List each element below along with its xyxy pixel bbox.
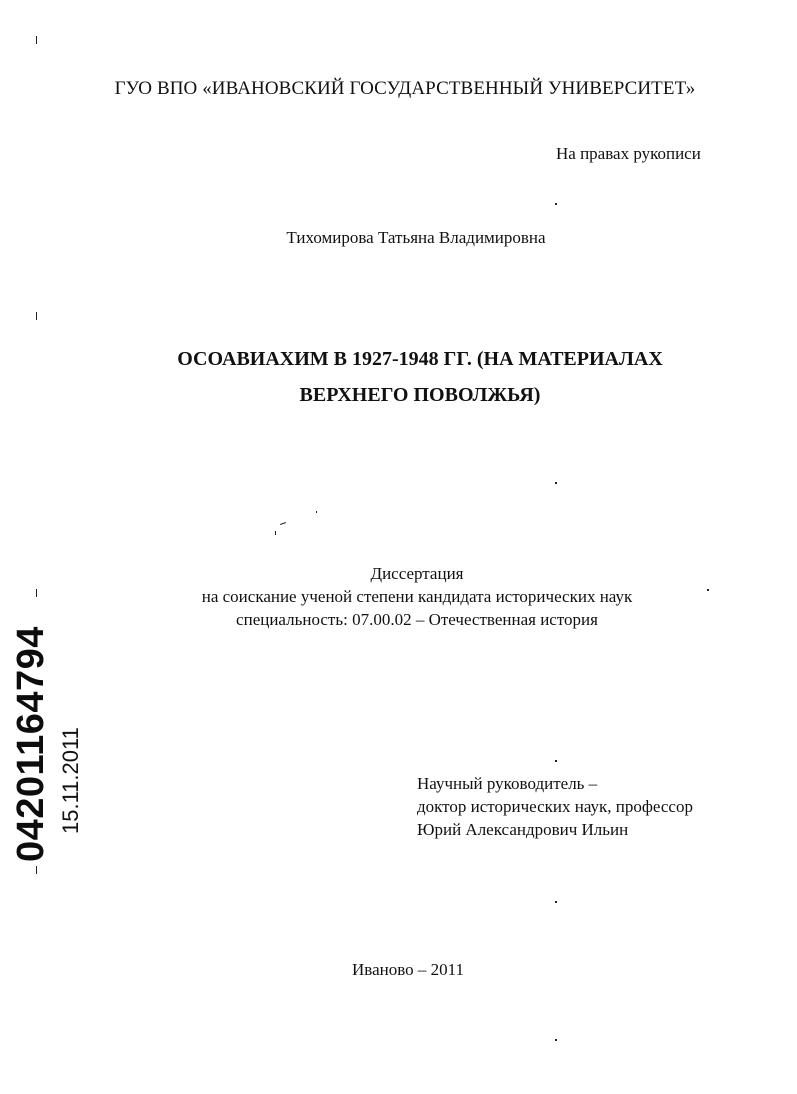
- scan-mark: [36, 36, 37, 44]
- archive-stamp-number: 04201164794: [10, 626, 52, 862]
- scan-speck: [555, 203, 557, 205]
- thesis-degree: на соискание ученой степени кандидата исторических наук: [201, 587, 633, 606]
- supervisor-name: Юрий Александрович Ильин: [417, 820, 629, 839]
- scan-speck: [316, 511, 317, 513]
- manuscript-rights-note: На правах рукописи: [556, 144, 701, 163]
- title-line-2: ВЕРХНЕГО ПОВОЛЖЬЯ): [299, 384, 541, 406]
- institution-name: ГУО ВПО «ИВАНОВСКИЙ ГОСУДАРСТВЕННЫЙ УНИВЕРСИТЕТ»: [114, 78, 696, 99]
- supervisor-credentials: доктор исторических наук, профессор: [417, 797, 693, 816]
- thesis-description: [0, 562, 797, 631]
- scan-mark: [36, 866, 37, 874]
- thesis-type: Диссертация: [370, 564, 464, 583]
- archive-stamp-date: 15.11.2011: [58, 727, 83, 834]
- scan-speck: [275, 531, 276, 535]
- city-year: Иваново – 2011: [352, 960, 465, 979]
- title-line-1: ОСОАВИАХИМ В 1927-1948 ГГ. (НА МАТЕРИАЛАХ: [177, 348, 663, 370]
- thesis-specialty: специальность: 07.00.02 – Отечественная история: [236, 610, 598, 629]
- supervisor-role: Научный руководитель –: [417, 774, 598, 793]
- scan-speck: [555, 760, 557, 762]
- scan-speck: [555, 482, 557, 484]
- scan-speck: [555, 901, 557, 903]
- dissertation-title: [0, 341, 797, 413]
- scan-speck: [555, 1039, 557, 1041]
- scan-mark: [36, 312, 37, 320]
- scan-speck: [280, 522, 286, 525]
- supervisor-block: [417, 772, 693, 841]
- author-name: Тихомирова Татьяна Владимировна: [286, 228, 546, 247]
